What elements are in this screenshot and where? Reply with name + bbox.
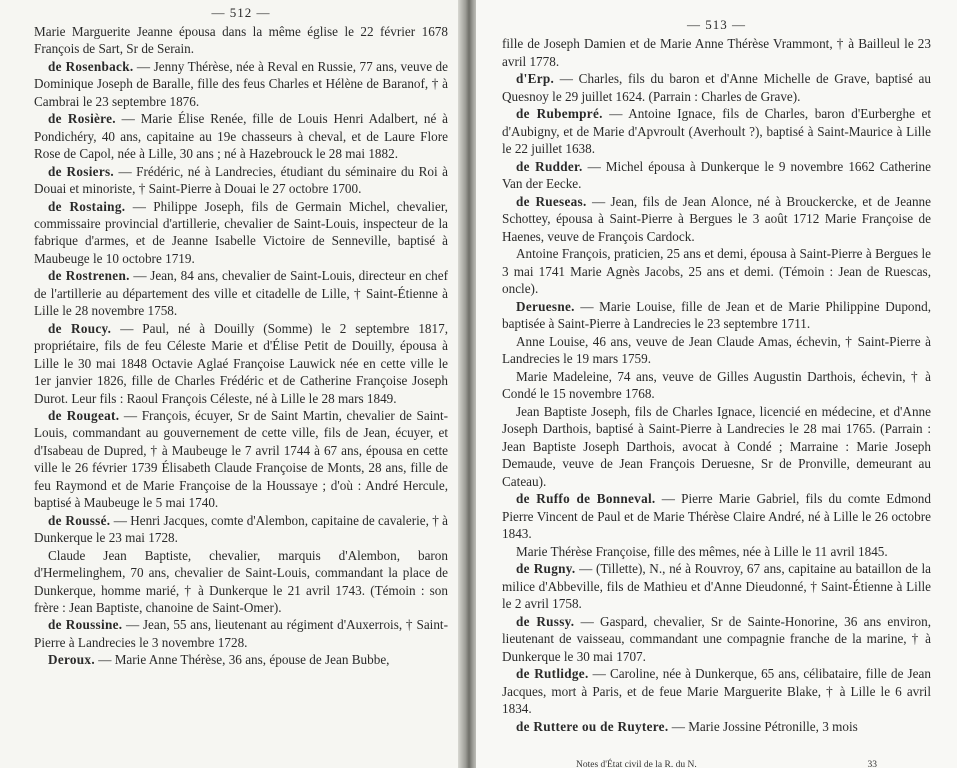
entry-text: fille de Joseph Damien et de Marie Anne Thérèse Vrammont, † à Bailleul le 23 avril 1778. bbox=[502, 36, 931, 69]
footer-note: Notes d'État civil de la R. du N. bbox=[576, 760, 697, 768]
entry-text: de Rosiers. — Frédéric, né à Landrecies, étudiant du séminaire du Roi à Douai et minoriste, † Saint-Pierre à Douai le 27 octobre 1700. bbox=[34, 163, 448, 197]
page-number-right: — 513 — bbox=[687, 17, 746, 32]
entry-text: Deroux. — Marie Anne Thérèse, 36 ans, épouse de Jean Bubbe, bbox=[48, 652, 390, 668]
family-name: de Rubempré. bbox=[516, 106, 603, 121]
family-name: de Rougeat. bbox=[48, 407, 120, 423]
family-name: d'Erp. bbox=[516, 71, 555, 86]
left-entries bbox=[34, 23, 448, 669]
family-name: de Rueseas. bbox=[516, 193, 587, 209]
entry-text: de Ruttere ou de Ruytere. — Marie Jossine Pétronille, 3 mois bbox=[516, 718, 858, 734]
right-page bbox=[476, 0, 957, 768]
entry-text: de Roussé. — Henri Jacques, comte d'Alembon, capitaine de cavalerie, † à Dunkerque le 23 mai 1728. bbox=[34, 512, 448, 546]
family-name: de Rutlidge. bbox=[516, 666, 589, 681]
family-name: de Rudder. bbox=[516, 158, 583, 174]
entry-text: Jean Baptiste Joseph, fils de Charles Ignace, licencié en médecine, et d'Anne Joseph Darthois, baptisé à Saint-Pierre à Landrecies le 28 mai 1765. (Parrain : Jean Baptiste Joseph Darthois, avocat à Condé ; Marraine : Marie Joseph Demaude, veuve de Jean François Deruesne, Sr de Pronville, demeurant au Cateau). bbox=[502, 403, 931, 489]
entry-text: de Roussine. — Jean, 55 ans, lieutenant au régiment d'Auxerrois, † Saint-Pierre à Landrecies le 3 novembre 1728. bbox=[34, 617, 448, 650]
family-name: de Rosenback. bbox=[48, 58, 134, 74]
left-page bbox=[0, 0, 462, 768]
entry-text: de Rugny. — (Tillette), N., né à Rouvroy, 67 ans, capitaine au bataillon de la milice d'Abbeville, fils de Mathieu et d'Anne Dieudonné, † Saint-Étienne à Lille le 2 avril 1758. bbox=[502, 561, 931, 611]
entry-text: d'Erp. — Charles, fils du baron et d'Anne Michelle de Grave, baptisé au Quesnoy le 29 juillet 1624. (Parrain : Charles de Grave). bbox=[502, 71, 931, 104]
entry-text: de Rougeat. — François, écuyer, Sr de Saint Martin, chevalier de Saint-Louis, commandant au gouvernement de cette ville, fils de Jean, écuyer, et d'Isabeau de Dupred, † à Maubeuge le 7 avril 1744 à 67 ans, épousa en cette ville le 26 février 1739 Élisabeth Claude Françoise de Monts, 28 ans, fille de feu Raymond et de Marie Françoise de la Houssaye ; d'où : André Hercule, baptisé à Maubeuge le 5 mai 1740. bbox=[34, 407, 449, 511]
entry-text: Anne Louise, 46 ans, veuve de Jean Claude Amas, échevin, † Saint-Pierre à Landrecies le 19 mars 1759. bbox=[502, 333, 931, 366]
right-entries bbox=[502, 35, 931, 735]
entry-text: de Rosenback. — Jenny Thérèse, née à Reval en Russie, 77 ans, veuve de Dominique Joseph de Baralle, fille des feus Charles et Hélène de Baranof, † à Cambrai le 23 septembre 1876. bbox=[34, 58, 448, 109]
family-name: de Russy. bbox=[516, 613, 575, 629]
footer-signature: 33 bbox=[867, 760, 877, 768]
family-name: Deruesne. bbox=[516, 298, 575, 314]
entry-text: Marie Madeleine, 74 ans, veuve de Gilles Augustin Darthois, échevin, † à Condé le 15 novembre 1768. bbox=[502, 368, 931, 401]
entry-text: de Rostrenen. — Jean, 84 ans, chevalier de Saint-Louis, directeur en chef de l'artillerie au département des ville et citadelle de Lille, † Saint-Étienne à Lille le 28 novembre 1758. bbox=[34, 268, 448, 319]
entry-text: Marie Thérèse Françoise, fille des mêmes, née à Lille le 11 avril 1845. bbox=[516, 543, 888, 559]
family-name: de Rosière. bbox=[48, 111, 116, 127]
entry-text: Deruesne. — Marie Louise, fille de Jean et de Marie Philippine Dupond, baptisée à Saint-Pierre à Landrecies le 23 septembre 1711. bbox=[502, 298, 931, 331]
family-name: de Roussé. bbox=[48, 512, 111, 528]
entry-text: de Russy. — Gaspard, chevalier, Sr de Sainte-Honorine, 36 ans environ, lieutenant de vaisseau, commandant une compagnie franche de la marine, † à Dunkerque le 30 mai 1707. bbox=[502, 613, 931, 664]
entry-text: de Roucy. — Paul, né à Douilly (Somme) le 2 septembre 1817, propriétaire, fils de feu Céleste Marie et d'Élise Petit de Douilly, épousa à Lille le 30 mai 1848 Octavie Aglaé Françoise Lauwick née en cette ville le 1er janvier 1826, fille de Charles Frédéric et de Catherine Françoise Joseph Durot. Leur fils : Raoul François Céleste, né à Lille le 28 mars 1849. bbox=[34, 320, 448, 406]
family-name: de Rosiers. bbox=[48, 163, 114, 179]
entry-text: de Rueseas. — Jean, fils de Jean Alonce, né à Brouckercke, et de Jeanne Schottey, épousa à Saint-Pierre à Bergues le 3 août 1712 Marie Françoise de Haenes, veuve de François Cardock. bbox=[502, 193, 931, 244]
entry-text: Antoine François, praticien, 25 ans et demi, épousa à Saint-Pierre à Bergues le 3 mai 1741 Marie Agnès Jacobs, 25 ans et demi. (Témoin : Jean de Ruescas, oncle). bbox=[502, 246, 931, 296]
entry-text: de Ruffo de Bonneval. — Pierre Marie Gabriel, fils du comte Edmond Pierre Vincent de Paul et de Marie Thérèse Claire André, né à Lille le 26 octobre 1843. bbox=[502, 491, 931, 541]
family-name: de Roucy. bbox=[48, 320, 112, 336]
entry-text: de Rubempré. — Antoine Ignace, fils de Charles, baron d'Eurberghe et d'Aubigny, et de Marie d'Apvroult (Averhoult ?), baptisé à Saint-Maurice à Lille le 22 juillet 1638. bbox=[502, 106, 931, 156]
entry-text: de Rutlidge. — Caroline, née à Dunkerque, 65 ans, célibataire, fille de Jean Jacques, mort à Paris, et de feue Marie Marguerite Blake, † à Lille le 6 avril 1834. bbox=[502, 666, 931, 716]
entry-text: Claude Jean Baptiste, chevalier, marquis d'Alembon, baron d'Hermelinghem, 70 ans, chevalier de Saint-Louis, commandant la place de Dunkerque, homme marié, † à Dunkerque le 21 avril 1743. (Témoin : son frère : Jean Baptiste, chanoine de Saint-Omer). bbox=[34, 547, 448, 615]
entry-text: de Rudder. — Michel épousa à Dunkerque le 9 novembre 1662 Catherine Van der Eecke. bbox=[502, 158, 931, 191]
family-name: de Roussine. bbox=[48, 617, 123, 633]
entry-text: de Rosière. — Marie Élise Renée, fille de Louis Henri Adalbert, né à Pondichéry, 40 ans, capitaine au 19e chasseurs à cheval, et de Laure Flore Rose de Capol, née à Lille, 30 ans ; né à Hazebrouck le 28 mai 1882. bbox=[34, 111, 448, 162]
family-name: de Ruffo de Bonneval. bbox=[516, 491, 656, 506]
family-name: de Rostaing. bbox=[48, 198, 126, 214]
family-name: de Rostrenen. bbox=[48, 268, 130, 284]
family-name: de Ruttere ou de Ruytere. bbox=[516, 718, 669, 734]
family-name: Deroux. bbox=[48, 652, 95, 668]
entry-text: de Rostaing. — Philippe Joseph, fils de Germain Michel, chevalier, commissaire provincial d'artillerie, chevalier de Saint-Louis, inspecteur de la fabrique d'armes, et de Jeanne Isabelle Victoire de Senneville, baptisé à Maubeuge le 10 octobre 1719. bbox=[34, 198, 448, 266]
entry-text: Marie Marguerite Jeanne épousa dans la même église le 22 février 1678 François de Sart, Sr de Serain. bbox=[34, 24, 448, 57]
family-name: de Rugny. bbox=[516, 561, 576, 576]
page-number-left: — 512 — bbox=[211, 5, 271, 20]
